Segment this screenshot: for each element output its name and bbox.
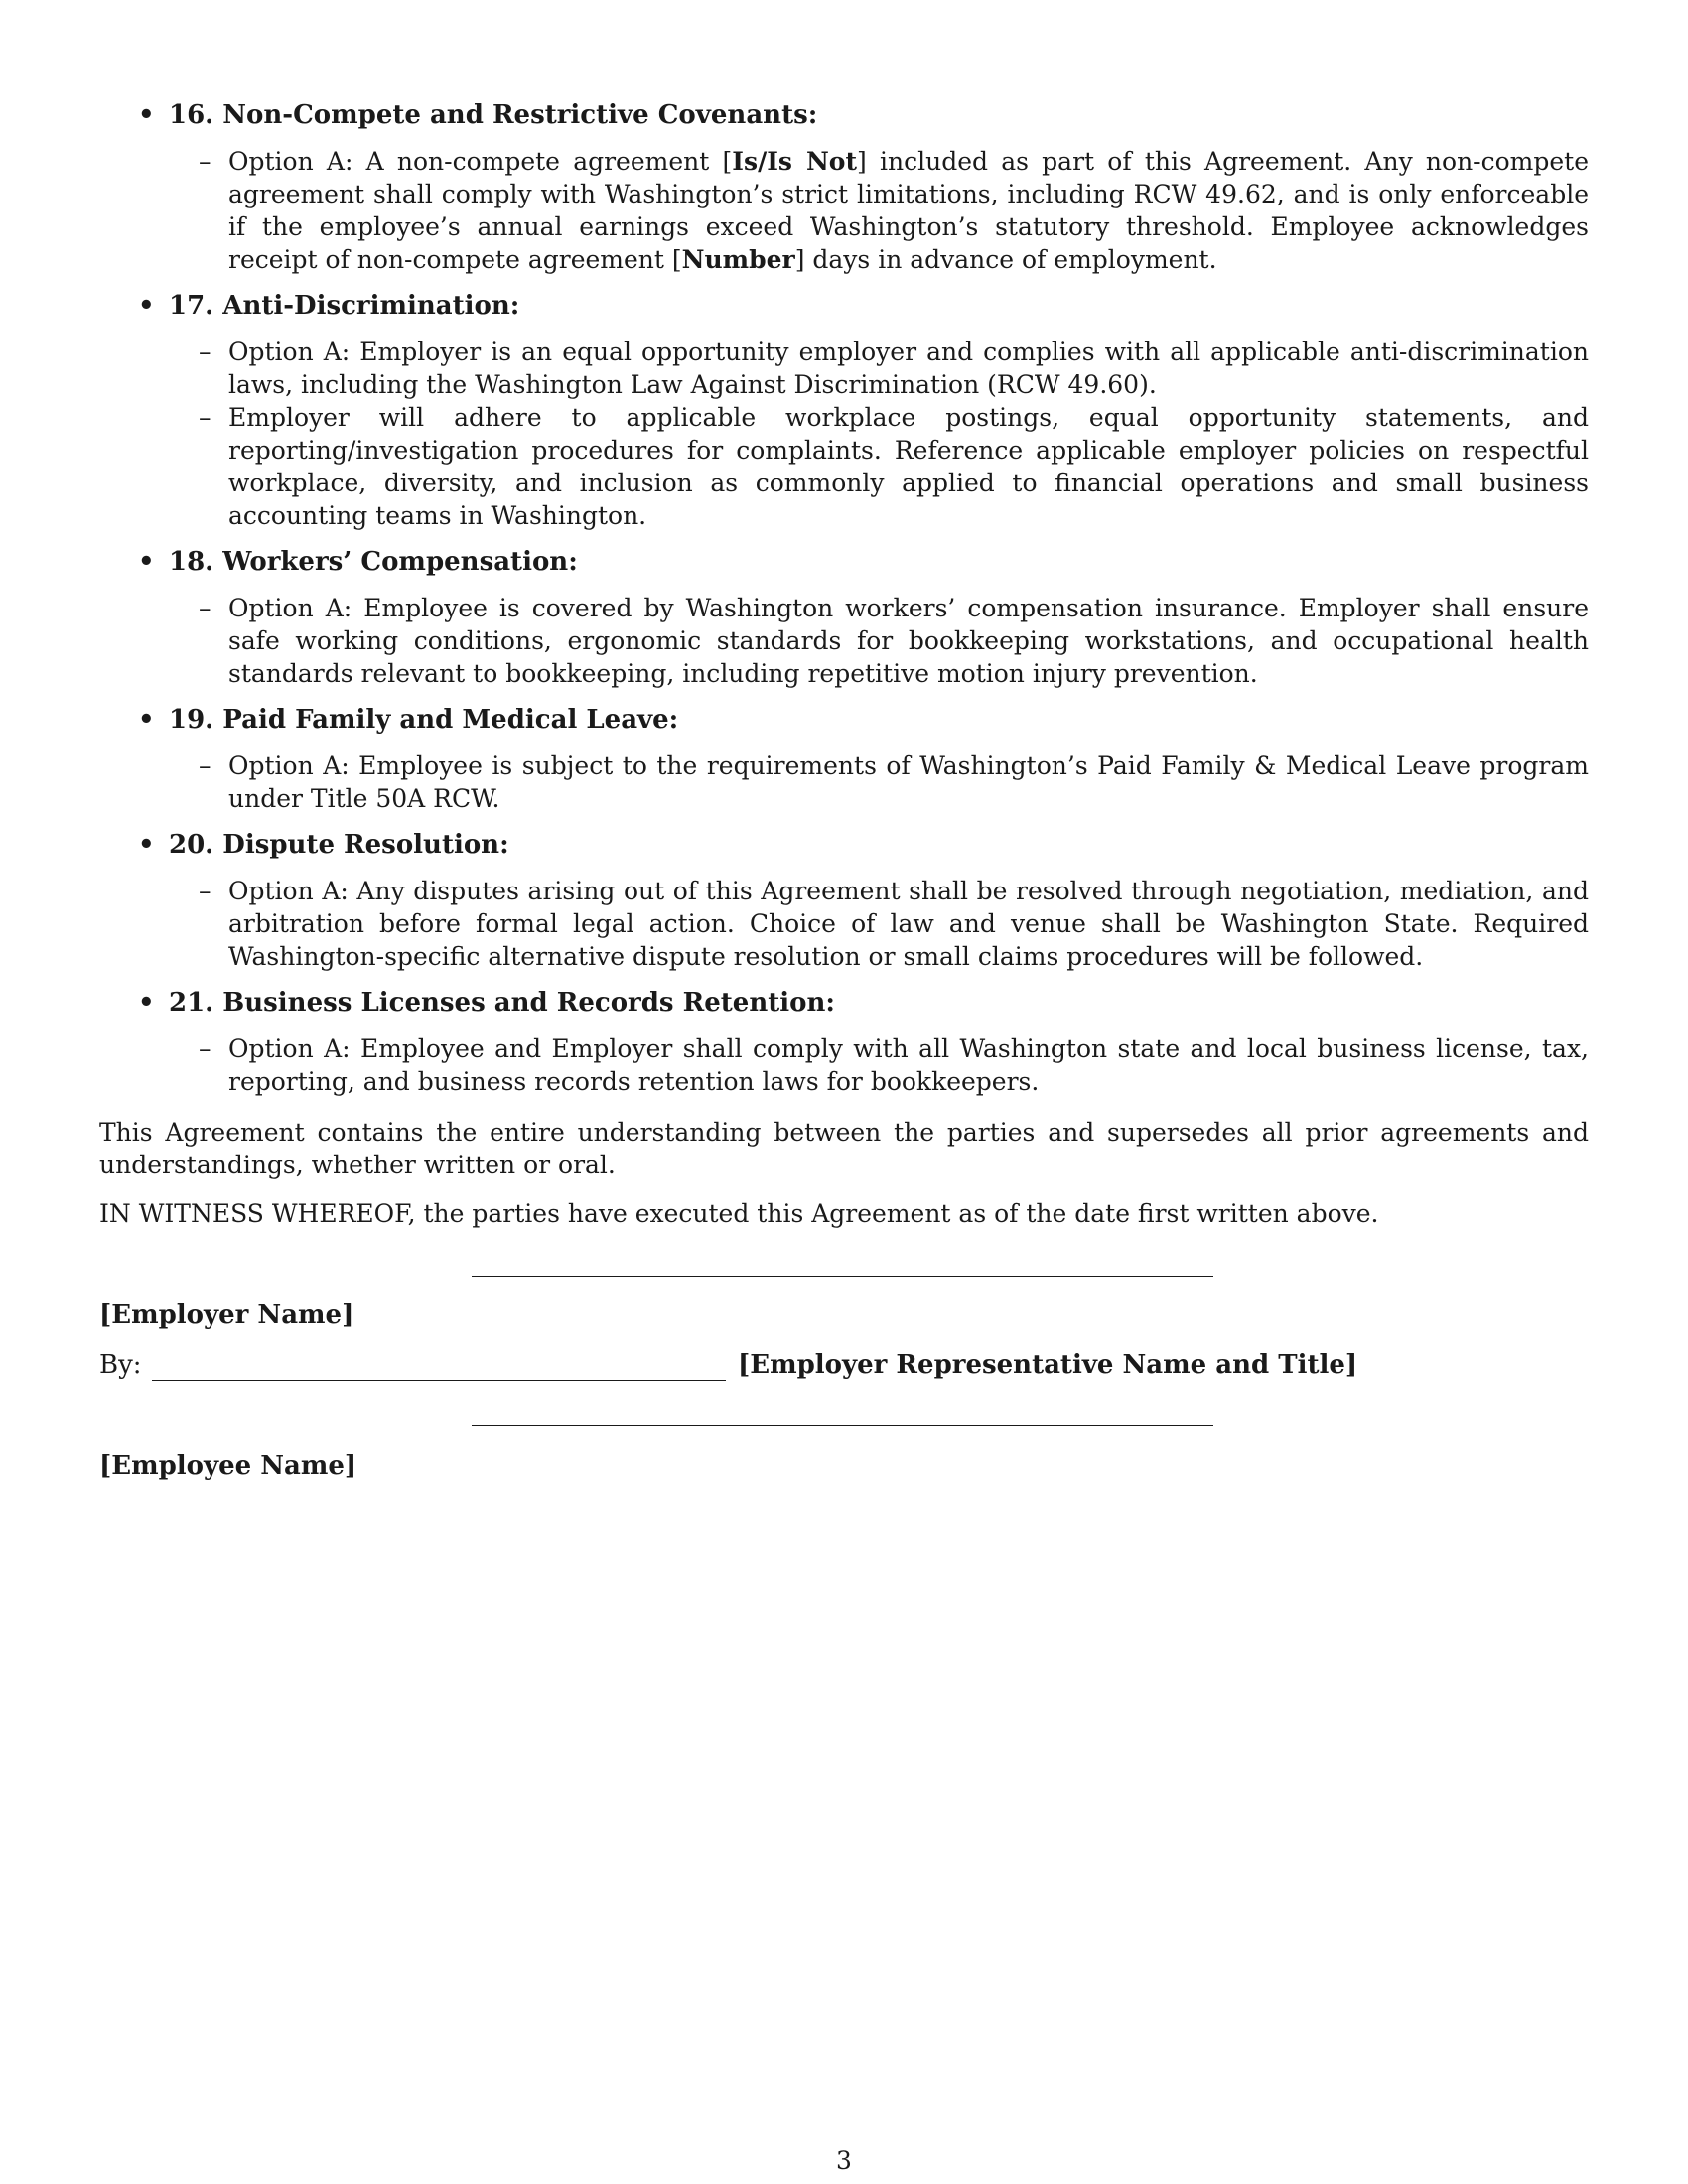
section-heading-text: 16. Non-Compete and Restrictive Covenants: (169, 100, 818, 130)
section-heading-text: 20. Dispute Resolution: (169, 830, 509, 860)
section-18 (99, 544, 1589, 690)
bullet-icon: • (138, 100, 155, 130)
witness-paragraph: IN WITNESS WHEREOF, the parties have executed this Agreement as of the date first written above. (99, 1199, 1379, 1228)
section-item: – Option A: Employee and Employer shall comply with all Washington state and local business license, tax, reporting, and business records retention laws for bookkeepers. (199, 1034, 1589, 1096)
section-heading-text: 18. Workers’ Compensation: (169, 547, 578, 577)
employee-name: [Employee Name] (99, 1451, 357, 1481)
bullet-icon: • (138, 988, 155, 1018)
section-item: – Option A: Employee is subject to the requirements of Washington’s Paid Family & Medical Leave program under Title 50A RCW. (199, 751, 1589, 813)
by-signature-line (152, 1380, 726, 1381)
section-item: – Option A: Employee is covered by Washington workers’ compensation insurance. Employer shall ensure safe working conditions, ergonomic standards for bookkeeping workstations, and occupational health standards relevant to bookkeeping, including repetitive motion injury prevention. (199, 594, 1589, 688)
employer-signature-line (472, 1276, 1213, 1277)
dash-icon: – (199, 403, 211, 432)
section-16 (99, 97, 1589, 276)
dash-icon: – (199, 877, 211, 905)
placeholder-is-is-not: Is/Is Not (732, 147, 858, 176)
section-heading-text: 17. Anti-Discrimination: (169, 291, 520, 321)
placeholder-number: Number (681, 245, 795, 274)
section-heading (99, 827, 1589, 863)
bullet-icon: • (138, 830, 155, 860)
page-number: 3 (836, 2146, 852, 2175)
section-19 (99, 702, 1589, 815)
section-20 (99, 827, 1589, 973)
document-body (99, 97, 1589, 1230)
section-heading (99, 985, 1589, 1021)
section-heading (99, 544, 1589, 580)
bullet-icon: • (138, 291, 155, 321)
dash-icon: – (199, 594, 211, 622)
dash-icon: – (199, 338, 211, 366)
section-heading-text: 19. Paid Family and Medical Leave: (169, 705, 679, 735)
section-item: – Option A: Any disputes arising out of this Agreement shall be resolved through negotiation, mediation, and arbitration before formal legal action. Choice of law and venue shall be Washington State. Required Washington-specific alternative dispute resolution or small claims procedures will be followed. (199, 877, 1589, 971)
by-label: By: (99, 1350, 142, 1380)
bullet-icon: • (138, 547, 155, 577)
dash-icon: – (199, 1034, 211, 1063)
bullet-icon: • (138, 705, 155, 735)
dash-icon: – (199, 751, 211, 780)
dash-icon: – (199, 147, 211, 176)
section-heading (99, 97, 1589, 133)
employee-signature-line (472, 1425, 1213, 1426)
section-17 (99, 288, 1589, 532)
employer-name: [Employer Name] (99, 1300, 354, 1330)
section-21 (99, 985, 1589, 1098)
section-item: – Option A: Employer is an equal opportunity employer and complies with all applicable anti-discrimination laws, including the Washington Law Against Discrimination (RCW 49.60). (199, 338, 1589, 399)
section-heading-text: 21. Business Licenses and Records Retention: (169, 988, 835, 1018)
section-item: – Option A: A non-compete agreement [Is/Is Not] included as part of this Agreement. Any non-compete agreement shall comply with Washington’s strict limitations, including RCW 49.62, and is only enforceable if the employee’s annual earnings exceed Washington’s statutory threshold. Employee acknowledges receipt of non-compete agreement [Number] days in advance of employment. (199, 147, 1590, 274)
section-heading (99, 288, 1589, 324)
entire-agreement-paragraph: This Agreement contains the entire understanding between the parties and supersedes all prior agreements and understandings, whether written or oral. (99, 1118, 1589, 1179)
section-heading (99, 702, 1589, 738)
employer-representative-name: [Employer Representative Name and Title] (738, 1350, 1358, 1380)
section-item: – Employer will adhere to applicable workplace postings, equal opportunity statements, and reporting/investigation procedures for complaints. Reference applicable employer policies on respectful workplace, diversity, and inclusion as commonly applied to financial operations and small business accounting teams in Washington. (199, 403, 1589, 530)
